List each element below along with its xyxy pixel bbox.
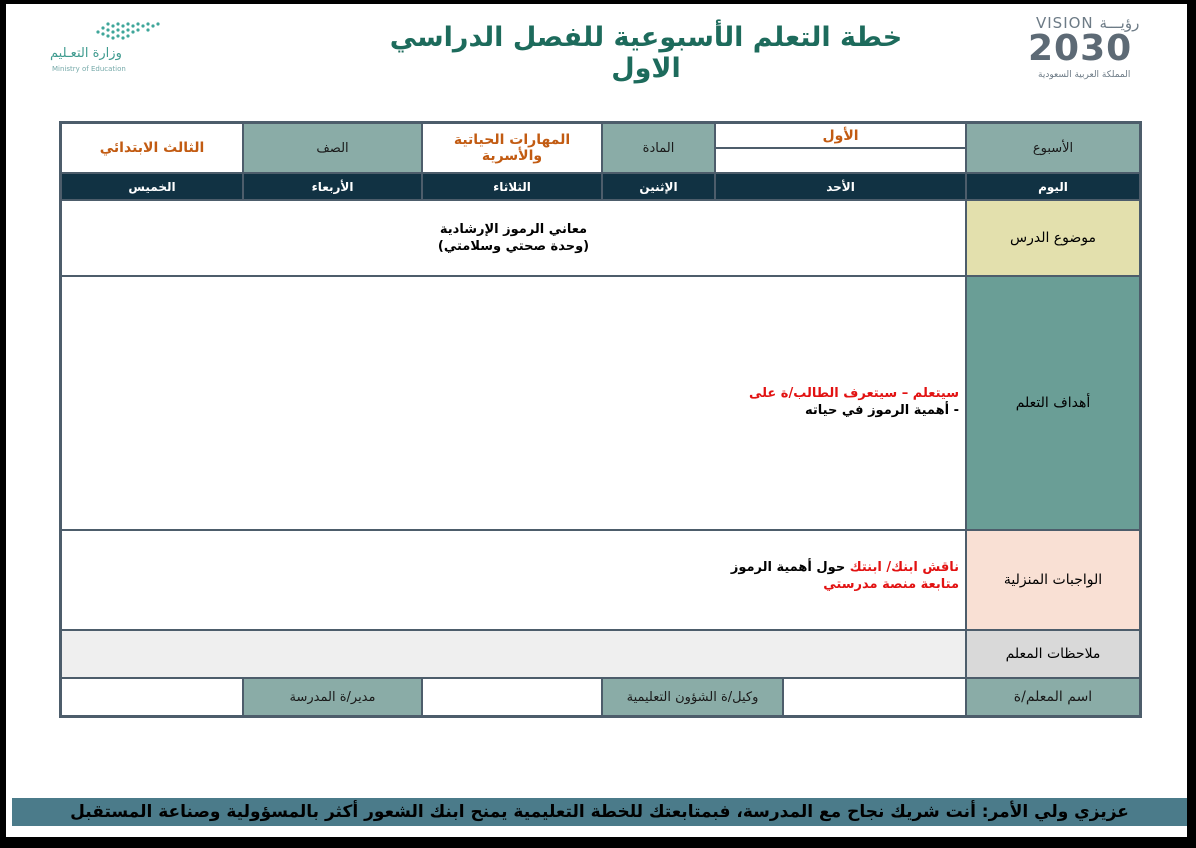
- class-value-cell[interactable]: [62, 124, 242, 172]
- principal-label: مدير/ة المدرسة: [244, 679, 421, 715]
- teacher-notes-cell[interactable]: [62, 631, 965, 677]
- ministry-of-education-logo: [46, 18, 176, 78]
- week-value: الأول: [822, 127, 859, 144]
- lesson-topic-title: معاني الرموز الإرشادية: [439, 222, 588, 237]
- page-title: خطة التعلم الأسبوعية للفصل الدراسي الاول: [389, 22, 903, 84]
- learning-goals-item: - أهمية الرموز في حياته: [805, 403, 959, 418]
- class-label: الصف: [244, 124, 421, 172]
- learning-goals-label: أهداف التعلم: [967, 277, 1139, 529]
- ministry-name-ar: وزارة التعـليم: [50, 46, 122, 61]
- deputy-name-field[interactable]: [423, 679, 601, 715]
- day-monday: الإثنين: [603, 174, 714, 199]
- subject-label: المادة: [603, 124, 714, 172]
- homework-cell[interactable]: [62, 531, 965, 629]
- ministry-name-en: Ministry of Education: [52, 65, 126, 73]
- day-sunday: الأحد: [716, 174, 965, 199]
- class-value: الثالث الابتدائي: [99, 140, 205, 156]
- day-tuesday: الثلاثاء: [423, 174, 601, 199]
- lesson-topic-unit: (وحدة صحتي وسلامتي): [437, 239, 590, 254]
- deputy-label: وكيل/ة الشؤون التعليمية: [603, 679, 782, 715]
- ministry-dots-icon: [94, 20, 164, 44]
- homework-line-1: [731, 559, 959, 576]
- week-label: الأسبوع: [967, 124, 1139, 172]
- subject-value: المهارات الحياتية والأسرية: [453, 132, 571, 164]
- teacher-notes-label: ملاحظات المعلم: [967, 631, 1139, 677]
- teacher-name-field[interactable]: [784, 679, 965, 715]
- homework-topic: حول أهمية الرموز: [730, 560, 850, 575]
- vision-country: المملكة العربية السعودية: [1038, 70, 1131, 80]
- page: [6, 4, 1187, 837]
- parent-message-footer: عزيزي ولي الأمر: أنت شريك نجاح مع المدرسة، فبمتابعتك للخطة التعليمية يمنح ابنك الشعور أكثر بالمسؤولية وصناعة المستقبل: [12, 798, 1187, 826]
- day-thursday: الخميس: [62, 174, 242, 199]
- homework-platform: متابعة منصة مدرستي: [823, 577, 959, 592]
- learning-goals-intro: سيتعلم – سيتعرف الطالب/ة على: [748, 386, 959, 401]
- lesson-topic-cell[interactable]: [62, 201, 965, 275]
- vision-2030-logo: [1028, 14, 1168, 84]
- learning-goals-cell[interactable]: [62, 277, 965, 529]
- homework-discuss: ناقش ابنك/ ابنتك: [849, 560, 959, 575]
- week-extra-cell[interactable]: [716, 149, 965, 172]
- vision-year: 2030: [1028, 28, 1133, 69]
- principal-name-field[interactable]: [62, 679, 242, 715]
- week-value-cell[interactable]: [716, 124, 965, 147]
- day-label: اليوم: [967, 174, 1139, 199]
- vision-label: VISION رؤيـــة: [1036, 14, 1140, 32]
- lesson-topic-label: موضوع الدرس: [967, 201, 1139, 275]
- subject-value-cell[interactable]: [423, 124, 601, 172]
- teacher-name-label: اسم المعلم/ة: [967, 679, 1139, 715]
- day-wednesday: الأربعاء: [244, 174, 421, 199]
- homework-label: الواجبات المنزلية: [967, 531, 1139, 629]
- weekly-plan-table: [59, 121, 1142, 718]
